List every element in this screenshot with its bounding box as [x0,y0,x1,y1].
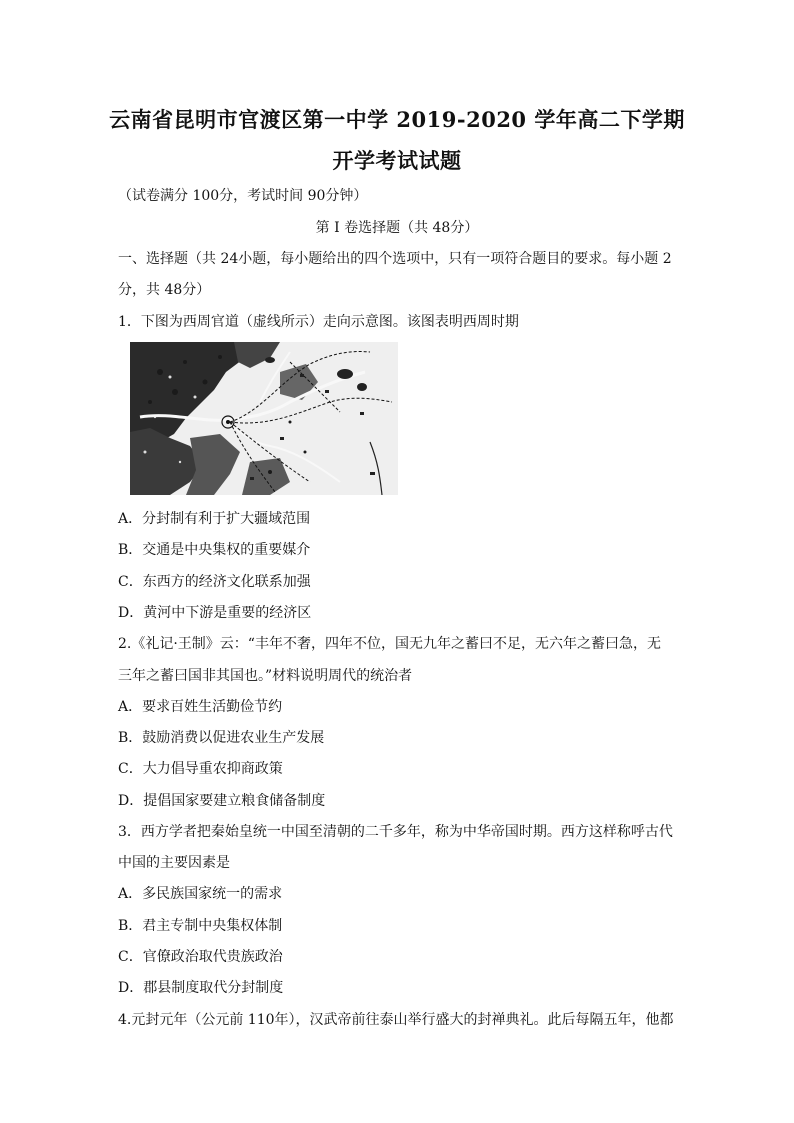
question-4-stem-line1: 4.元封元年（公元前 110年），汉武帝前往泰山举行盛大的封禅典礼。此后每隔五年，他都 [118,1012,674,1028]
question-3-option-a: A．多民族国家统一的需求 [118,886,283,902]
question-2-option-d: D．提倡国家要建立粮食储备制度 [118,793,326,809]
question-3-stem-line2: 中国的主要因素是 [118,855,230,871]
exam-info: （试卷满分 100分，考试时间 90分钟） [118,188,368,204]
question-3-option-d: D．郡县制度取代分封制度 [118,980,284,996]
question-2-option-b: B．鼓励消费以促进农业生产发展 [118,730,325,746]
exam-title-line2: 开学考试试题 [332,148,462,173]
question-3-option-c: C．官僚政治取代贵族政治 [118,949,283,965]
instructions-line2: 分，共 48分） [118,282,211,298]
question-1-option-b: B．交通是中央集权的重要媒介 [118,542,311,558]
western-zhou-road-map [130,342,398,495]
question-1-option-d: D．黄河中下游是重要的经济区 [118,605,312,621]
question-3-option-b: B．君主专制中央集权体制 [118,918,283,934]
question-1-stem: 1．下图为西周官道（虚线所示）走向示意图。该图表明西周时期 [118,314,519,330]
map-image [130,342,398,495]
question-3-stem-line1: 3．西方学者把秦始皇统一中国至清朝的二千多年，称为中华帝国时期。西方这样称呼古代 [118,824,673,840]
question-1-option-c: C．东西方的经济文化联系加强 [118,574,311,590]
instructions-line1: 一、选择题（共 24小题，每小题给出的四个选项中，只有一项符合题目的要求。每小题 2 [118,251,672,267]
section-title: 第 I 卷选择题（共 48分） [315,220,479,236]
question-1-option-a: A．分封制有利于扩大疆域范围 [118,511,311,527]
question-2-stem-line2: 三年之蓄曰国非其国也。”材料说明周代的统治者 [118,668,413,684]
question-2-option-c: C．大力倡导重农抑商政策 [118,761,283,777]
question-2-option-a: A．要求百姓生活勤俭节约 [118,699,283,715]
question-2-stem-line1: 2.《礼记·王制》云：“丰年不奢，四年不位，国无九年之蓄曰不足，无六年之蓄曰急，无 [118,636,661,652]
exam-title-line1: 云南省昆明市官渡区第一中学 2019-2020 学年高二下学期 [109,107,685,132]
